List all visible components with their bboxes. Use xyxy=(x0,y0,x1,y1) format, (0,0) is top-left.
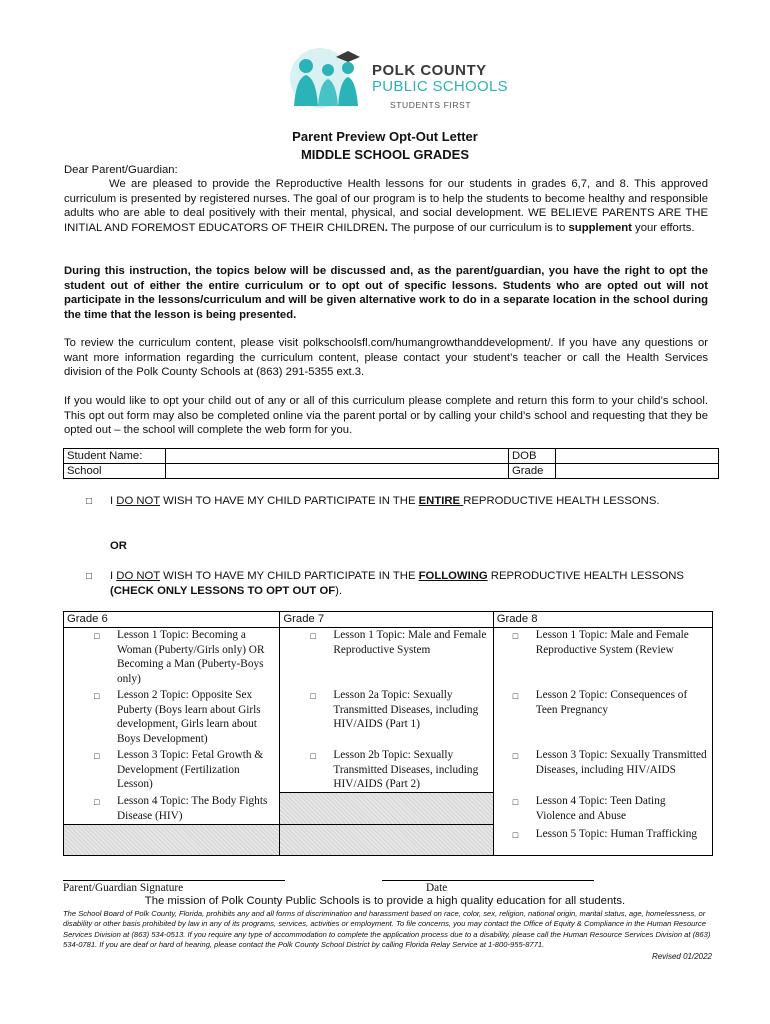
option-following-post: REPRODUCTIVE HEALTH LESSONS xyxy=(487,570,684,582)
option-entire-key: ENTIRE xyxy=(418,495,464,507)
grade-7-lesson-2a xyxy=(280,686,493,746)
date-label: Date xyxy=(426,882,448,894)
grade-6-lesson-3-text: Lesson 3 Topic: Fetal Growth & Development (Fertilization Lesson) xyxy=(117,749,264,790)
intro-paragraph xyxy=(64,177,708,235)
grade-8-lesson-1-checkbox[interactable]: □ xyxy=(512,631,519,641)
grade-8-lesson-2 xyxy=(493,686,712,746)
grade-8-lesson-1 xyxy=(493,628,712,687)
logo-tagline: STUDENTS FIRST xyxy=(390,100,472,110)
grade-8-lesson-3-text: Lesson 3 Topic: Sexually Transmitted Diseases, including HIV/AIDS xyxy=(535,749,707,776)
grade-6-header xyxy=(64,612,280,628)
grade-8-lesson-1-text: Lesson 1 Topic: Male and Female Reproductive System (Review xyxy=(535,629,689,656)
grade-8-header xyxy=(493,612,712,628)
option-following xyxy=(110,569,710,599)
grade-8-lesson-3-checkbox[interactable]: □ xyxy=(512,751,519,761)
student-name-field[interactable] xyxy=(166,449,509,464)
grade-7-lesson-2b-text: Lesson 2b Topic: Sexually Transmitted Diseases, including HIV/AIDS (Part 2) xyxy=(333,749,479,790)
parent-signature-label: Parent/Guardian Signature xyxy=(63,882,184,894)
salutation: Dear Parent/Guardian: xyxy=(64,164,178,176)
grade-8-lesson-5-text: Lesson 5 Topic: Human Trafficking xyxy=(535,827,698,840)
letter-title: Parent Preview Opt-Out Letter xyxy=(292,129,478,144)
grade-6-lesson-1-text: Lesson 1 Topic: Becoming a Woman (Puberty/Girls only) OR Becoming a Man (Puberty-Boys only) xyxy=(117,629,265,685)
opt-out-following-checkbox[interactable]: □ xyxy=(86,571,93,582)
student-info-table xyxy=(63,448,719,479)
grade-6-lesson-3 xyxy=(64,746,280,792)
grade-7-lesson-1 xyxy=(280,628,493,687)
grade-7-empty-cell-2 xyxy=(280,825,493,856)
grade-8-lesson-2-text: Lesson 2 Topic: Consequences of Teen Pregnancy xyxy=(535,689,688,716)
grade-6-lesson-2-text: Lesson 2 Topic: Opposite Sex Puberty (Boys learn about Girls development, Girls learn about Boys Development) xyxy=(117,689,261,745)
grade-8-lesson-3 xyxy=(493,746,712,792)
grade-8-lesson-4 xyxy=(493,792,712,825)
revision-date: Revised 01/2022 xyxy=(651,952,712,961)
grade-7-header xyxy=(280,612,493,628)
grade-8-label: Grade 8 xyxy=(496,613,538,625)
school-field[interactable] xyxy=(166,464,509,479)
grade-6-lesson-2-checkbox[interactable]: □ xyxy=(94,691,100,701)
grade-8-lesson-4-checkbox[interactable]: □ xyxy=(512,797,519,807)
dob-label: DOB xyxy=(509,449,556,464)
grade-7-lesson-2b-checkbox[interactable]: □ xyxy=(310,751,316,761)
grade-6-lesson-4 xyxy=(64,792,280,825)
grade-8-lesson-5 xyxy=(493,825,712,856)
option-entire-donot: DO NOT xyxy=(116,495,161,507)
grade-7-lesson-2b xyxy=(280,746,493,792)
grade-6-lesson-4-text: Lesson 4 Topic: The Body Fights Disease (HIV) xyxy=(117,795,268,822)
nondiscrimination-notice: The School Board of Polk County, Florida, prohibits any and all forms of discrimination and harassment based on race, color, sex, religion, national origin, marital status, age, homelessness, or disability or other basis prohibited by law in any of its programs, services, activities or employment. To file concerns, you may contact the Office of Equity & Compliance in the Human Resource Services Division at (863) 534-0513. If you require any type of accommodation to complete the application process due to a disability, please call the Human Resource Services Division at (863) 534-0781. If you are deaf or hard of hearing, please contact the Polk County School District by calling Florida Relay Service at 1-800-955-8771. xyxy=(63,909,711,949)
grade-7-lesson-2a-checkbox[interactable]: □ xyxy=(310,691,316,701)
grade-6-lesson-3-checkbox[interactable]: □ xyxy=(94,751,100,761)
logo-line-1: POLK COUNTY xyxy=(372,62,487,79)
grade-6-lesson-1 xyxy=(64,628,280,687)
option-following-mid: WISH TO HAVE MY CHILD PARTICIPATE IN THE xyxy=(160,570,419,582)
option-following-end: ). xyxy=(335,585,343,597)
polk-county-logo xyxy=(276,44,508,110)
grade-7-empty-cell xyxy=(280,792,493,825)
option-entire-post: REPRODUCTIVE HEALTH LESSONS. xyxy=(463,495,660,507)
option-following-instruction: (CHECK ONLY LESSONS TO OPT OUT OF xyxy=(110,585,336,597)
date-line[interactable] xyxy=(382,880,594,881)
grade-7-lesson-2a-text: Lesson 2a Topic: Sexually Transmitted Diseases, including HIV/AIDS (Part 1) xyxy=(333,689,479,730)
grade-field[interactable] xyxy=(556,464,719,479)
dob-field[interactable] xyxy=(556,449,719,464)
option-entire-pre: I xyxy=(110,495,117,507)
parent-signature-line[interactable] xyxy=(63,880,285,881)
grade-6-empty-cell xyxy=(64,825,280,856)
option-following-key: FOLLOWING xyxy=(418,570,488,582)
intro-text-3: your efforts. xyxy=(631,221,695,234)
optout-paragraph: If you would like to opt your child out of any or all of this curriculum please complete and return this form to your child’s school. This opt out form may also be completed online via the parent portal or by calling your child’s school and requesting that they be opted out – the school will complete the web form for you. xyxy=(64,395,708,436)
supplement-word: supplement xyxy=(568,221,632,234)
grade-7-label: Grade 7 xyxy=(283,613,325,625)
option-following-pre: I xyxy=(110,570,117,582)
review-paragraph: To review the curriculum content, please visit polkschoolsfl.com/humangrowthanddevelopment/. If you have any questions or want more information regarding the curriculum content, please contact your student’s teacher or call the Health Services division of the Polk County Schools at (863) 291-5355 ext.3. xyxy=(64,337,708,378)
intro-period: . xyxy=(384,221,388,234)
logo-line-2: PUBLIC SCHOOLS xyxy=(372,78,508,95)
or-separator: OR xyxy=(110,540,127,552)
letter-subtitle: MIDDLE SCHOOL GRADES xyxy=(300,147,470,162)
grade-8-lesson-5-checkbox[interactable]: □ xyxy=(512,829,519,840)
option-entire xyxy=(110,494,710,509)
lessons-table xyxy=(63,611,713,856)
mission-statement: The mission of Polk County Public Schools is to provide a high quality education for all students. xyxy=(144,895,626,907)
grade-8-lesson-4-text: Lesson 4 Topic: Teen Dating Violence and Abuse xyxy=(535,795,666,822)
grade-6-label: Grade 6 xyxy=(67,613,108,625)
student-name-label: Student Name: xyxy=(64,449,166,464)
grade-label: Grade xyxy=(509,464,556,479)
school-label: School xyxy=(64,464,166,479)
grade-8-lesson-2-checkbox[interactable]: □ xyxy=(512,691,519,701)
grade-6-lesson-4-checkbox[interactable]: □ xyxy=(94,797,100,807)
grade-6-lesson-1-checkbox[interactable]: □ xyxy=(94,631,100,641)
intro-text-2: The purpose of our curriculum is to xyxy=(387,221,569,234)
intro-text: We are pleased to provide the Reproductive Health lessons for our students in grades 6,7, and 8. This approved curriculum is presented by registered nurses. The goal of our program is to help the students to become healthy and responsible adults who are able to deal positively with their mental, physical, and social development. WE BELIEVE PARENTS ARE THE INITIAL AND FOREMOST EDUCATORS OF THEIR CHILDREN xyxy=(64,178,708,234)
option-following-donot: DO NOT xyxy=(116,570,161,582)
opt-out-entire-checkbox[interactable]: □ xyxy=(86,496,93,507)
grade-6-lesson-2 xyxy=(64,686,280,746)
rights-paragraph: During this instruction, the topics below will be discussed and, as the parent/guardian, you have the right to opt the student out of either the entire curriculum or to opt out of specific lessons. Students who are opted out will not participate in the lessons/curriculum and will be given alternative work to do in a separate location in the school during the time that the lesson is being presented. xyxy=(64,265,708,321)
grade-7-lesson-1-checkbox[interactable]: □ xyxy=(310,631,316,641)
option-entire-mid: WISH TO HAVE MY CHILD PARTICIPATE IN THE xyxy=(160,495,419,507)
grade-7-lesson-1-text: Lesson 1 Topic: Male and Female Reproductive System xyxy=(333,629,487,656)
logo-figures-icon xyxy=(276,44,368,110)
